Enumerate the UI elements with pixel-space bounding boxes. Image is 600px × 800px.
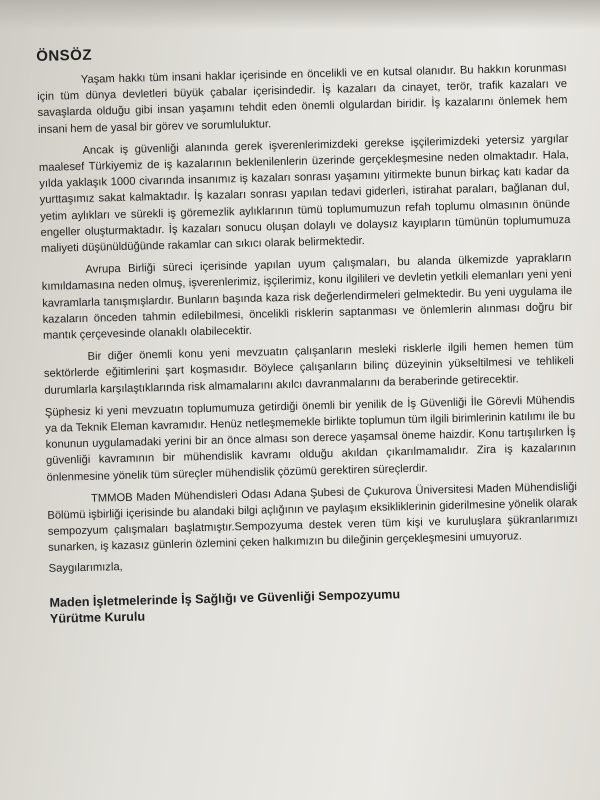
paragraph-2: Ancak iş güvenliği alanında gerek işverenlerimizdeki gerekse işçilerimizdeki yetersiz yargılar maalesef Türkiyemiz de iş kazalarının beklenilenlerin üzerinde gerçekleşmesine neden olmaktadır. Hala, yılda yaklaşık 1000 civarında insanımız iş kazaları sonrası yaşamını yitirmekte bunun birkaç katı kadar da yurttaşımız sakat kalmaktadır. İş kazaları sonrası yapılan tedavi giderleri, istirahat paraları, bağlanan dul, yetim aylıkları ve sürekli iş göremezlik aylıklarının tümü toplumumuzun refah toplumu olmasının önünde engeller oluşturmaktadır. İş kazaları sonucu oluşan dolaylı ve dolaysız kayıpların tümünün toplumumuza maliyeti düşünüldüğünde rakamlar can sıkıcı olarak belirmektedir. bbox=[38, 132, 571, 255]
paragraph-3: Avrupa Birliği süreci içerisinde yapılan uyum çalışmaları, bu alanda ülkemizde yaprakların kımıldamasına neden olmuş, işverenlerimiz, işçilerimiz, konu ilgilileri ve devletin yetkili elemanları yeni yeni kavramlarla tanışmışlardır. Bunların başında kaza risk değerlendirmeleri gelmektedir. Bu yeni uygulama ile kazaların önceden tahmin edilebilmesi, öncelikli risklerin saptanması ve önlemlerin alınması doğru bir mantık çerçevesinde olanaklı olabilecektir. bbox=[41, 252, 573, 342]
document-body bbox=[36, 35, 580, 626]
signature-line-1: Maden İşletmelerinde İş Sağlığı ve Güvenliği Sempozyumu bbox=[49, 586, 401, 610]
signature-block bbox=[49, 582, 580, 627]
signature-line-2: Yürütme Kurulu bbox=[49, 609, 146, 626]
closing-salutation: Saygılarımızla, bbox=[48, 560, 123, 575]
paragraph-5: Şüphesiz ki yeni mevzuatın toplumumuza getirdiği önemli bir yenilik de İş Güvenliği İle Görevli Mühendis ya da Teknik Eleman kavramıdır. Henüz netleşmemekle birlikte toplumun tüm ilgili birimlerinin katılımı ile bu konunun uygulamadaki yerini bir an önce alması son derece yaşamsal öneme haizdir. Konu tartışılırken İş güvenliği kavramının bir mühendislik kavramı olduğu akıldan çıkarılmamalıdır. Zira iş kazalarının önlenmesine yönelik tüm süreçler mühendislik çözümü gerektiren süreçlerdir. bbox=[44, 393, 577, 484]
page-title: ÖNSÖZ bbox=[36, 46, 93, 65]
paragraph-4: Bir diğer önemli konu yeni mevzuatın çalışanların mesleki risklerle ilgili hemen hemen tüm sektörlerde eğitimlerini şart koşmasıdır. Böylece çalışanların bilinç düzeyinin yükseltilmesi ve tehlikeli durumlarla karşılaştıklarında risk almamalarını akılcı davranmalarını da beraberinde getirecektir. bbox=[43, 339, 574, 397]
page-shadow bbox=[0, 0, 600, 30]
paragraph-6: TMMOB Maden Mühendisleri Odası Adana Şubesi de Çukurova Üniversitesi Maden Mühendisliği Bölümü işbirliği içerisinde bu alandaki bilgi açlığının ve paylaşım eksikliklerinin giderilmesine yönelik olarak sempozyum çalışmaları başlatmıştır.Sempozyuma destek veren tüm kişi ve kuruluşlara şükranlarımızı sunarken, iş kazasız günlerin özlemini çeken halkımızın bu dileğinin gerçekleşmesini umuyoruz. bbox=[47, 480, 578, 555]
paragraph-1: Yaşam hakkı tüm insani haklar içerisinde en öncelikli ve en kutsal olanıdır. Bu hakkın korunması için tüm dünya devletleri büyük çabalar içerisindedir. İş kazaları da cinayet, terör, trafik kazaları ve savaşlarda olduğu gibi insan yaşamını tehdit eden önemli olgulardan biridir. İş kazalarını önlemek hem insani hem de yasal bir görev ve sorumluluktur. bbox=[37, 62, 568, 136]
